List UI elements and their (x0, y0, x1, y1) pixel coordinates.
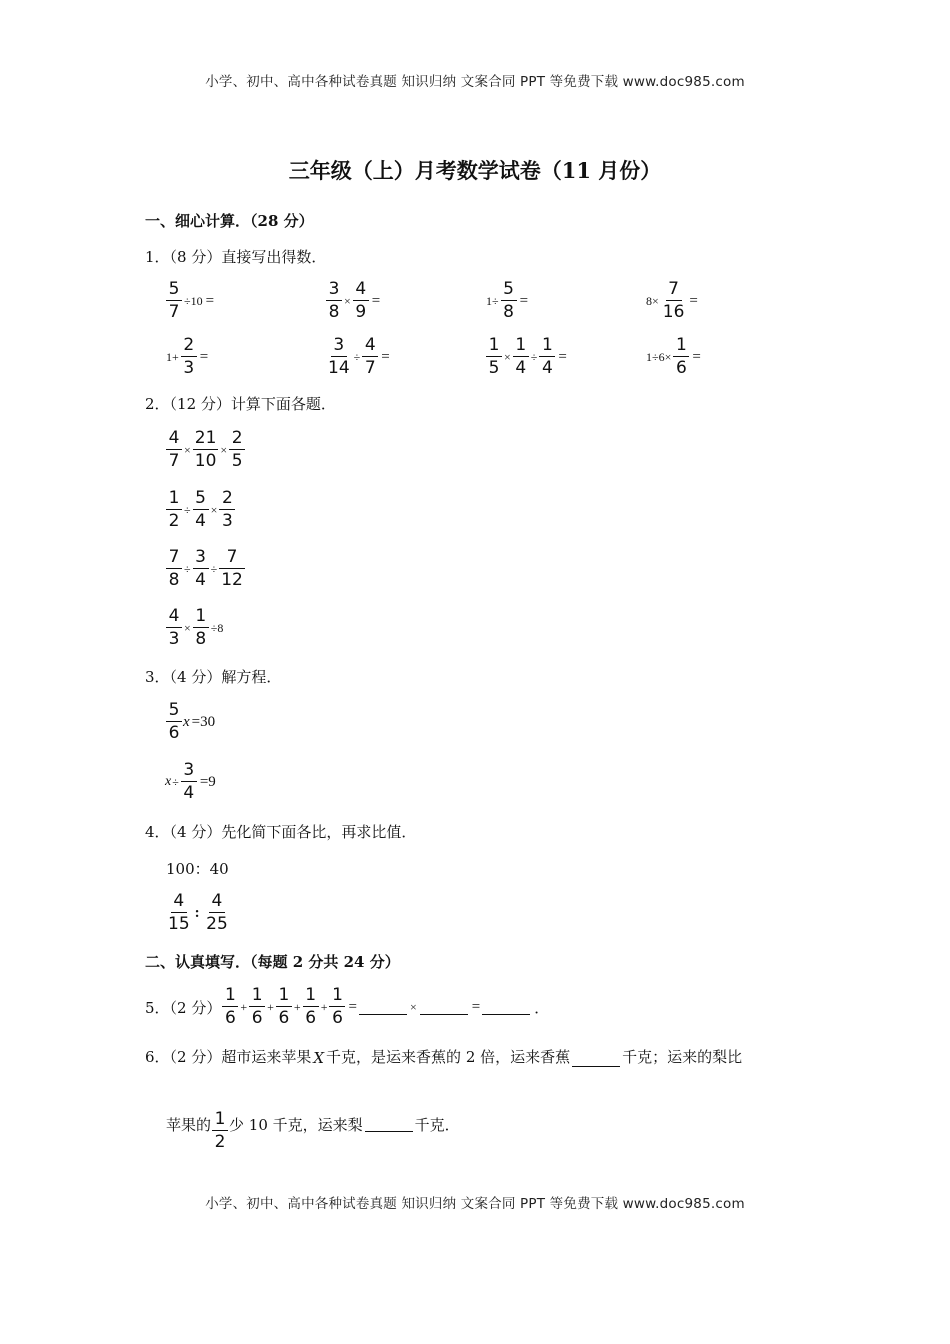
answer-blank-bananas[interactable] (572, 1052, 620, 1067)
q3-item-1: $\frac{5}{6}$ x =30 (165, 702, 215, 742)
question-6-line-2: 苹果的 $\frac{1}{2}$ 少 10 千克，运来梨 千克． (166, 1109, 460, 1152)
section-heading-2: 二、认真填写．（每题 2 分共 24 分） (145, 953, 400, 971)
section-heading-1: 一、细心计算．（28 分） (145, 212, 314, 230)
q1-item-7: $\frac{1}{5}$ × $\frac{1}{4}$ ÷ $\frac{1}{4}$ = (485, 337, 567, 377)
q1-item-8: 1÷6× $\frac{1}{6}$ = (646, 335, 701, 378)
q1-item-2: $\frac{3}{8}$ × $\frac{4}{9}$ = (325, 281, 380, 321)
answer-blank[interactable] (359, 1000, 407, 1015)
question-6-text-d: 少 10 千克，运来梨 (229, 1115, 363, 1134)
question-5-label: 5．（2 分） (145, 998, 222, 1017)
q4-item-2: $\frac{4}{15}$ : $\frac{4}{25}$ (168, 891, 228, 934)
answer-blank-pears[interactable] (365, 1117, 413, 1132)
question-6-text-b: 千克；运来的梨比 (622, 1048, 743, 1066)
answer-blank[interactable] (482, 1000, 530, 1015)
answer-blank[interactable] (420, 1000, 468, 1015)
question-4-label: 4．（4 分）先化简下面各比，再求比值． (145, 823, 417, 841)
q1-item-3: 1÷ $\frac{5}{8}$ = (486, 279, 529, 322)
question-3-label: 3．（4 分）解方程． (145, 668, 282, 686)
q1-item-5: 1+ $\frac{2}{3}$ = (166, 335, 209, 378)
q1-item-4: 8× $\frac{7}{16}$ = (646, 279, 698, 322)
header-banner: 小学、初中、高中各种试卷真题 知识归纳 文案合同 PPT 等免费下载 www.doc985.com (205, 74, 745, 90)
q1-item-1: $\frac{5}{7}$ ÷10 = (165, 281, 214, 321)
question-6-text-c: 苹果的 (166, 1115, 212, 1134)
q2-item-2: $\frac{1}{2}$ ÷ $\frac{5}{4}$ × $\frac{2}{3}$ (165, 490, 236, 530)
question-2-label: 2．（12 分）计算下面各题． (145, 395, 336, 413)
question-6-text-a: 千克，是运来香蕉的 2 倍，运来香蕉 (326, 1048, 571, 1066)
q2-item-3: $\frac{7}{8}$ ÷ $\frac{3}{4}$ ÷ $\frac{7}{12}$ (165, 549, 246, 589)
q2-item-4: $\frac{4}{3}$ × $\frac{1}{8}$ ÷8 (165, 608, 224, 648)
q3-item-2: x ÷ $\frac{3}{4}$ =9 (165, 760, 216, 803)
question-6-label: 6．（2 分）超市运来苹果 (145, 1048, 312, 1066)
question-6-text-e: 千克． (414, 1115, 460, 1134)
q4-item-1: 100：40 (166, 860, 229, 878)
q2-item-1: $\frac{4}{7}$ × $\frac{21}{10}$ × $\frac{2}{5}$ (165, 430, 246, 470)
fraction: $\frac{5}{7}$ (166, 281, 182, 321)
page-title: 三年级（上）月考数学试卷（11 月份） (288, 158, 662, 183)
footer-banner: 小学、初中、高中各种试卷真题 知识归纳 文案合同 PPT 等免费下载 www.doc985.com (205, 1196, 745, 1212)
question-5: 5．（2 分） $\frac{1}{6}$ + $\frac{1}{6}$ + $\frac{1}{6}$ + $\frac{1}{6}$ + $\frac{1}{6}$ = × = ． (145, 985, 550, 1028)
variable-x: X (313, 1049, 325, 1067)
question-1-label: 1．（8 分）直接写出得数． (145, 248, 327, 266)
q1-item-6: $\frac{3}{14}$ ÷ $\frac{4}{7}$ = (328, 335, 390, 378)
question-6-line-1 (145, 1046, 742, 1067)
